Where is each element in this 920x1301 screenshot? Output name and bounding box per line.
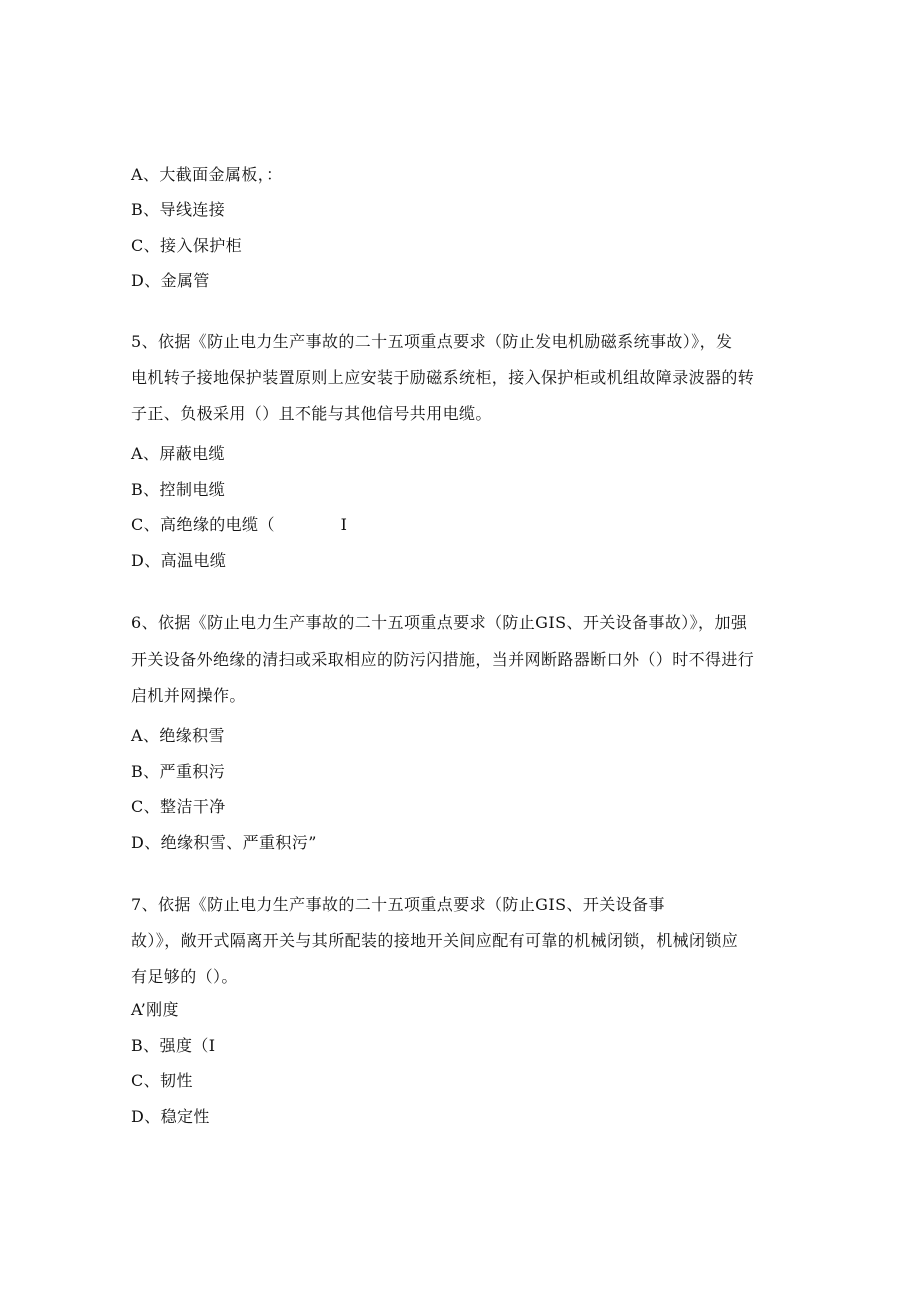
q6-text-line-2: 开关设备外绝缘的清扫或采取相应的防污闪措施，当并网断路器断口外（）时不得进行	[131, 650, 755, 669]
q6-text-line-1: 6、依据《防止电力生产事故的二十五项重点要求（防止GIS、开关设备事故）》，加强	[131, 613, 748, 632]
q5-text-line-1: 5、依据《防止电力生产事故的二十五项重点要求（防止发电机励磁系统事故）》，发	[131, 332, 733, 351]
q6-option-a: A、绝缘积雪	[131, 726, 225, 745]
q7-option-a: A’刚度	[131, 1000, 179, 1019]
q6-option-b: B、严重积污	[131, 762, 226, 781]
q6-option-c: C、整洁干净	[131, 797, 226, 816]
q7-option-c: C、韧性	[131, 1071, 193, 1090]
q4-option-c: C、接入保护柜	[131, 236, 243, 255]
q7-text-line-3: 有足够的（）。	[131, 967, 238, 986]
q7-option-d: D、稳定性	[131, 1107, 210, 1126]
q4-option-a: A、大截面金属板，：	[131, 165, 283, 184]
q5-text-line-3: 子正、负极采用（）且不能与其他信号共用电缆。	[131, 404, 492, 423]
q6-option-d: D、绝缘积雪、严重积污”	[131, 833, 317, 852]
q5-text-line-2: 电机转子接地保护装置原则上应安装于励磁系统柜，接入保护柜或机组故障录波器的转	[131, 368, 755, 387]
q7-text-line-2: 故）》，敞开式隔离开关与其所配装的接地开关间应配有可靠的机械闭锁，机械闭锁应	[131, 931, 739, 950]
q6-text-line-3: 启机并网操作。	[131, 686, 246, 705]
q4-option-d: D、金属管	[131, 271, 210, 290]
q4-option-b: B、导线连接	[131, 200, 226, 219]
q7-option-b: B、强度（I	[131, 1036, 216, 1055]
q5-option-c: C、高绝缘的电缆（ I	[131, 515, 348, 534]
q5-option-d: D、高温电缆	[131, 551, 227, 570]
q7-text-line-1: 7、依据《防止电力生产事故的二十五项重点要求（防止GIS、开关设备事	[131, 895, 665, 914]
q5-option-b: B、控制电缆	[131, 480, 226, 499]
q5-option-a: A、屏蔽电缆	[131, 444, 225, 463]
